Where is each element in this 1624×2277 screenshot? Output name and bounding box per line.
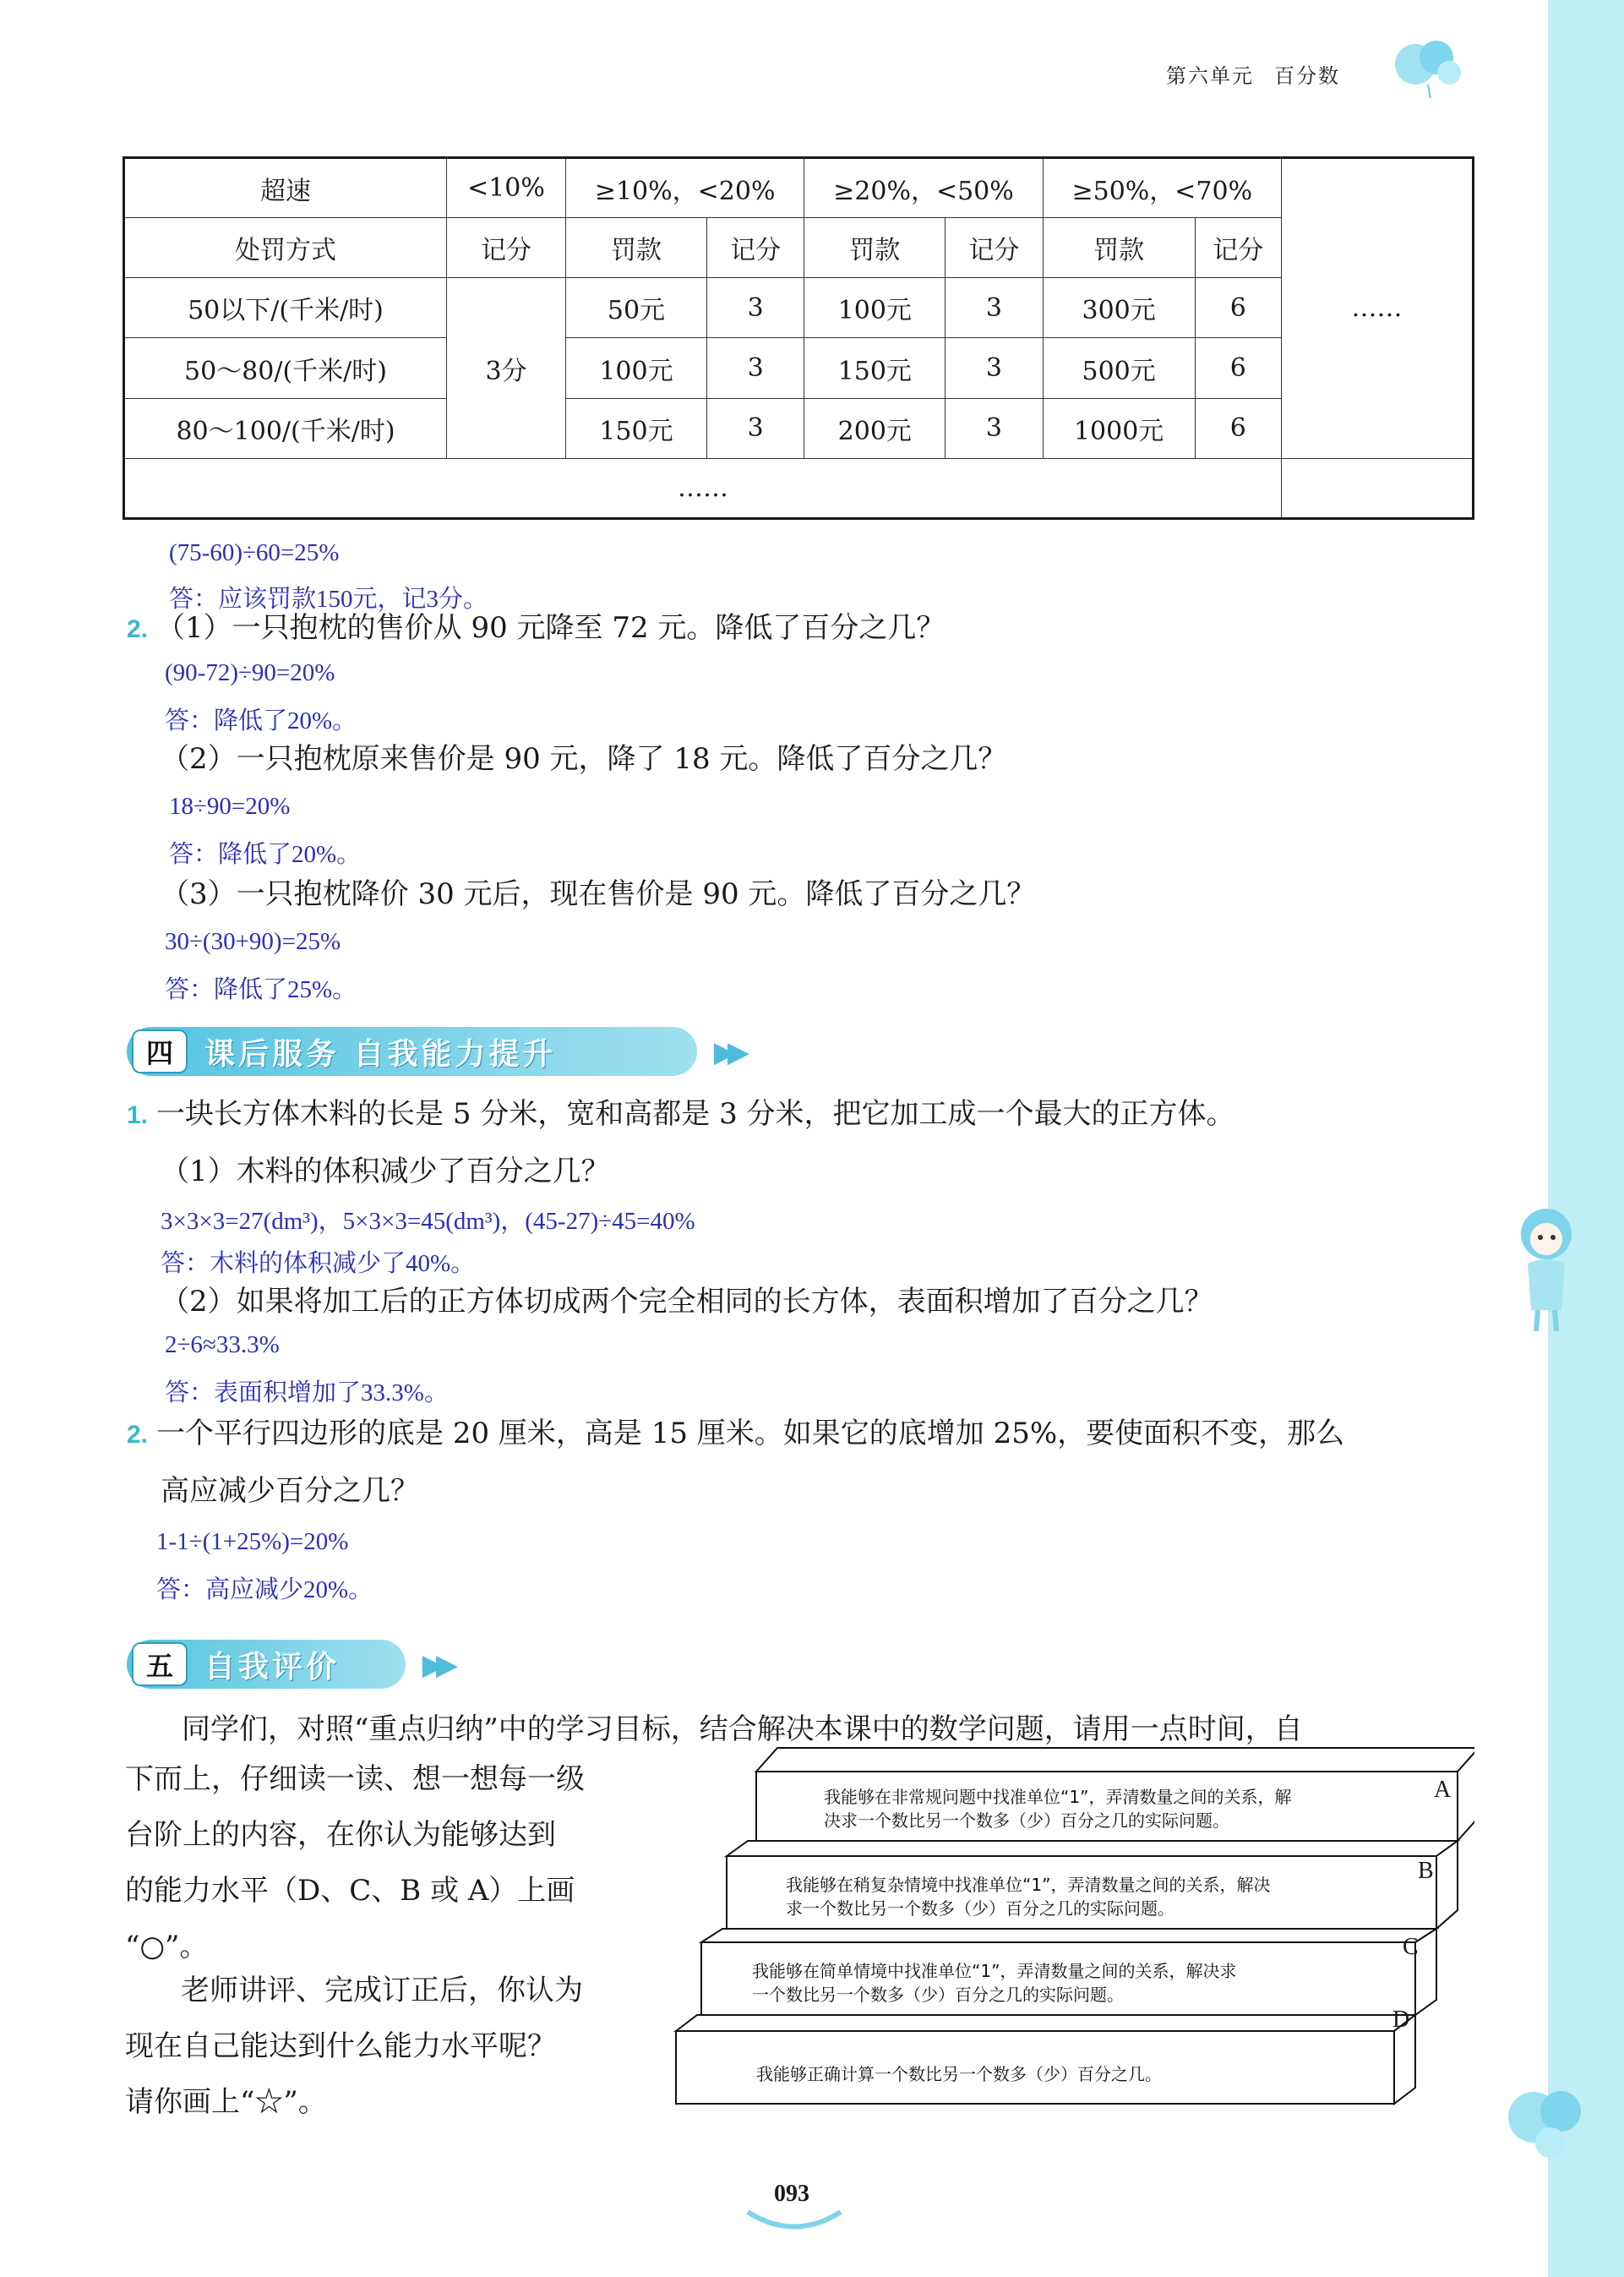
table-cell: 3: [706, 338, 804, 398]
table-row: [124, 338, 1474, 398]
table-header-cell: ≥20%，<50%: [804, 158, 1043, 218]
table-header-cell: 记分: [1195, 218, 1281, 278]
table-cell: 300元: [1043, 278, 1195, 338]
table-cell: 3: [706, 278, 804, 338]
answer-text: 答：表面积增加了33.3%。: [165, 1379, 449, 1406]
level-label-d: D: [1392, 2007, 1410, 2033]
table-header-cell: <10%: [447, 158, 566, 218]
table-header-cell: 超速: [124, 158, 447, 218]
table-cell: 3: [946, 398, 1043, 458]
page-number: 093: [774, 2181, 809, 2207]
table-cell: 3: [946, 278, 1043, 338]
section-number: 四: [132, 1029, 188, 1073]
table-header-cell: 记分: [946, 218, 1043, 278]
penalty-table: [123, 156, 1474, 520]
table-cell-ellipsis: ……: [124, 458, 1282, 518]
self-eval-instructions-2: [125, 1963, 583, 2130]
stair-line: 求一个数比另一个数多（少）百分之几的实际问题。: [786, 1898, 1174, 1919]
balloon-icon: [1390, 32, 1466, 100]
arrows-icon: ▶▶: [713, 1035, 741, 1069]
stair-line: 我能够在稍复杂情境中找准单位“1”，弄清数量之间的关系，解决: [786, 1875, 1271, 1895]
answer-text: 答：降低了20%。: [165, 707, 357, 734]
question-text: （1）一只抱枕的售价从 90 元降至 72 元。降低了百分之几？: [156, 611, 946, 645]
table-header-cell: 罚款: [1043, 218, 1195, 278]
header-unit: 第六单元: [1166, 64, 1254, 88]
table-cell: 50以下/(千米/时): [124, 278, 447, 338]
answer-calc: (75-60)÷60=25%: [169, 539, 340, 566]
stair-d-text: [756, 2062, 1162, 2086]
question-2-part-3: （3）一只抱枕降价 30 元后，现在售价是 90 元。降低了百分之几？: [161, 877, 1036, 911]
stair-line: 一个数比另一个数多（少）百分之几的实际问题。: [752, 1985, 1124, 2005]
question-number: 1.: [127, 1101, 149, 1129]
question-number: 2.: [127, 1421, 149, 1449]
question-1-part-2: （2）如果将加工后的正方体切成两个完全相同的长方体，表面积增加了百分之几？: [161, 1285, 1213, 1319]
table-header-cell: ≥50%，<70%: [1043, 158, 1281, 218]
table-cell-ellipsis: ……: [1282, 158, 1474, 459]
instruction-line: 现在自己能达到什么能力水平呢？: [125, 2029, 556, 2063]
stair-line: 决求一个数比另一个数多（少）百分之几的实际问题。: [824, 1810, 1229, 1831]
stair-line: 我能够正确计算一个数比另一个数多（少）百分之几。: [756, 2064, 1162, 2084]
table-header-cell: ≥10%，<20%: [566, 158, 804, 218]
answer-calc: 1-1÷(1+25%)=20%: [156, 1528, 349, 1555]
page-swirl-icon: [744, 2208, 845, 2233]
table-cell: 6: [1195, 398, 1281, 458]
stair-line: 我能够在简单情境中找准单位“1”，弄清数量之间的关系，解决求: [752, 1961, 1237, 1981]
instruction-line: 的能力水平（D、C、B 或 A）上画: [125, 1874, 575, 1908]
table-cell: 3: [706, 398, 804, 458]
section-title: 课后服务 自我能力提升: [204, 1036, 557, 1072]
answer-text: 答：高应减少20%。: [156, 1576, 373, 1603]
table-cell: 100元: [804, 278, 946, 338]
answer-calc: 30÷(30+90)=25%: [165, 928, 341, 955]
instruction-line: 请你画上“☆”。: [125, 2085, 327, 2119]
answer-text: 答：木料的体积减少了40%。: [161, 1250, 476, 1277]
question-number: 2.: [127, 615, 149, 643]
table-cell: 100元: [566, 338, 707, 398]
table-cell: 50～80/(千米/时): [124, 338, 447, 398]
section-5-banner: [127, 1640, 450, 1689]
self-eval-intro: 同学们，对照“重点归纳”中的学习目标，结合解决本课中的数学问题，请用一点时间，自: [182, 1712, 1303, 1746]
question-1-part-1: （1）木料的体积减少了百分之几？: [161, 1155, 610, 1188]
question-2-part-2: （2）一只抱枕原来售价是 90 元，降了 18 元。降低了百分之几？: [161, 742, 1007, 776]
self-eval-instructions: [125, 1751, 585, 1974]
table-header-cell: 记分: [447, 218, 566, 278]
table-cell: 50元: [566, 278, 707, 338]
stair-a-text: [824, 1785, 1291, 1832]
answer-calc: 3×3×3=27(dm³)，5×3×3=45(dm³)，(45-27)÷45=40%: [161, 1208, 695, 1235]
table-cell: 200元: [804, 398, 946, 458]
table-cell: 3: [946, 338, 1043, 398]
balloon-icon: [1500, 2079, 1593, 2181]
table-cell: 6: [1195, 338, 1281, 398]
table-cell: 500元: [1043, 338, 1195, 398]
stair-c-text: [752, 1959, 1236, 2007]
answer-text: 答：降低了20%。: [169, 841, 362, 868]
answer-text: 答：应该罚款150元，记3分。: [169, 586, 488, 613]
header-topic: 百分数: [1274, 64, 1340, 88]
table-cell: 1000元: [1043, 398, 1195, 458]
section-4-banner: [127, 1027, 741, 1076]
question-text: 一块长方体木料的长是 5 分米，宽和高都是 3 分米，把它加工成一个最大的正方体。: [156, 1097, 1235, 1131]
level-label-b: B: [1418, 1858, 1434, 1884]
instruction-line: 下而上，仔细读一读、想一想每一级: [125, 1762, 585, 1796]
table-header-cell: 记分: [706, 218, 804, 278]
table-header-cell: 罚款: [566, 218, 707, 278]
level-label-c: C: [1403, 1934, 1419, 1960]
answer-text: 答：降低了25%。: [165, 976, 357, 1003]
table-row: [124, 398, 1474, 458]
level-label-a: A: [1434, 1777, 1452, 1803]
table-cell: 150元: [804, 338, 946, 398]
question-text: 一个平行四边形的底是 20 厘米，高是 15 厘米。如果它的底增加 25%，要使面积不变，那么: [156, 1417, 1345, 1450]
table-cell: 3分: [447, 278, 566, 458]
table-header-cell: 罚款: [804, 218, 946, 278]
table-cell: 6: [1195, 278, 1281, 338]
question-text-cont: 高应减少百分之几？: [161, 1474, 419, 1508]
table-header-cell: 处罚方式: [124, 218, 447, 278]
section-4-question-1: [127, 1090, 1235, 1132]
instruction-line: 台阶上的内容，在你认为能够达到: [125, 1818, 556, 1852]
table-row: [124, 278, 1474, 338]
arrows-icon: ▶▶: [422, 1648, 450, 1682]
answer-calc: 18÷90=20%: [169, 793, 291, 820]
table-cell: 150元: [566, 398, 707, 458]
section-4-question-2: [127, 1410, 1344, 1451]
girl-cartoon-icon: [1511, 1200, 1578, 1335]
stair-b-text: [786, 1873, 1270, 1920]
side-decor-band: [1548, 0, 1624, 2277]
page-header: [1166, 59, 1340, 89]
section-title: 自我评价: [204, 1649, 341, 1685]
stair-line: 我能够在非常规问题中找准单位“1”，弄清数量之间的关系，解: [824, 1787, 1292, 1807]
answer-calc: (90-72)÷90=20%: [165, 659, 335, 686]
instruction-line: “○”。: [125, 1930, 209, 1963]
table-cell: 80～100/(千米/时): [124, 398, 447, 458]
section-number: 五: [132, 1642, 188, 1686]
answer-calc: 2÷6≈33.3%: [165, 1331, 280, 1358]
instruction-line: 老师讲评、完成订正后，你认为: [181, 1974, 583, 2007]
question-2-part-1: [127, 604, 945, 646]
